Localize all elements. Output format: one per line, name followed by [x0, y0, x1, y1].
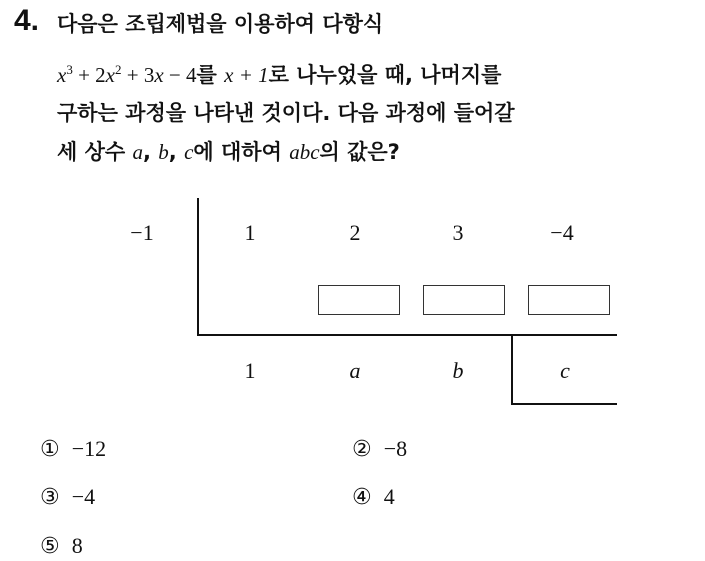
- choice-3[interactable]: ③ −4: [40, 484, 96, 510]
- choice-1[interactable]: ① −12: [40, 436, 107, 462]
- choice-4[interactable]: ④ 4: [352, 484, 395, 510]
- division-vertical-rule: [197, 198, 199, 335]
- division-root: −1: [130, 220, 154, 245]
- choice-2[interactable]: ② −8: [352, 436, 408, 462]
- coefficient-4: −4: [550, 220, 574, 245]
- question-line-2: [57, 59, 501, 89]
- polynomial: $x^3 + 2x^2 + 3x - 4$: [57, 62, 197, 87]
- coefficient-2: 2: [349, 220, 361, 245]
- question-line-3: 구하는 과정을 나타낸 것이다. 다음 과정에 들어갈: [57, 101, 515, 125]
- coefficient-3: 3: [452, 220, 464, 245]
- remainder-horizontal-rule: [511, 403, 617, 405]
- choice-5[interactable]: ⑤ 8: [40, 533, 83, 559]
- question-number: 4.: [14, 4, 40, 37]
- result-a: a: [349, 358, 361, 383]
- result-b: b: [452, 358, 464, 383]
- blank-box-3: [528, 285, 610, 315]
- division-horizontal-rule: [197, 334, 617, 336]
- question-line-2-rest: 를 x + 1로 나누었을 때, 나머지를: [196, 63, 502, 87]
- blank-box-1: [318, 285, 400, 315]
- question-line-1: 다음은 조립제법을 이용하여 다항식: [57, 12, 384, 36]
- result-c: c: [560, 358, 570, 383]
- question-line-4: 세 상수 a, b, c에 대하여 abc의 값은?: [57, 140, 400, 164]
- coefficient-1: 1: [244, 220, 256, 245]
- remainder-vertical-rule: [511, 334, 513, 404]
- result-1: 1: [244, 358, 256, 383]
- blank-box-2: [423, 285, 505, 315]
